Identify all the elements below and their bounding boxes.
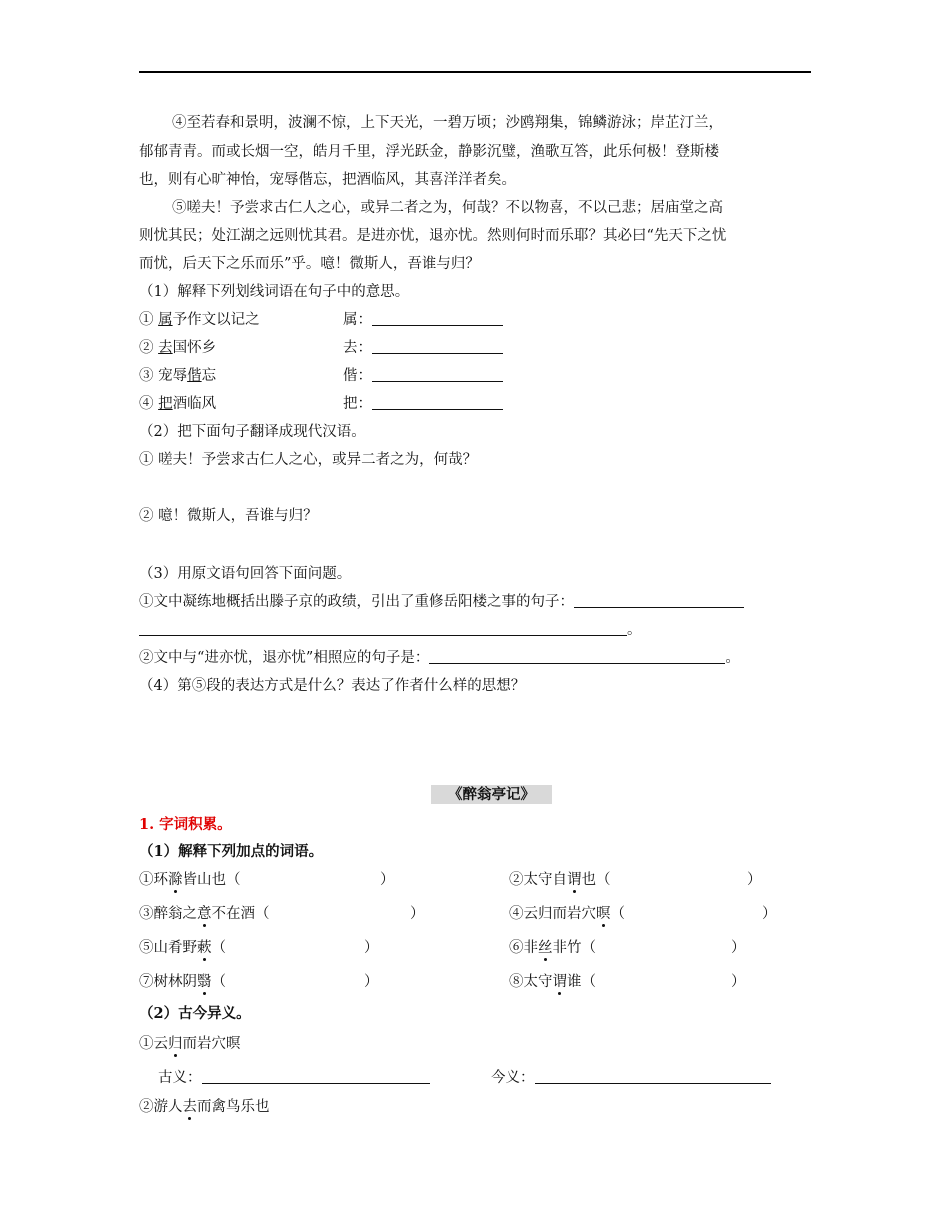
vocab-paren-close: ）: [410, 906, 425, 922]
vocab-item-7: ⑦树林阴翳（: [139, 974, 226, 990]
vocab-paren-close: ）: [364, 974, 379, 990]
q1-underlined-word: 去: [158, 340, 173, 356]
dotted-char: 去: [182, 1099, 197, 1115]
vocab-prompt: （1）解释下列加点的词语。: [139, 843, 324, 860]
answer-blank[interactable]: [535, 1069, 771, 1084]
q3-question-a: ①文中凝练地概括出滕子京的政绩，引出了重修岳阳楼之事的句子：: [139, 592, 744, 612]
vocab-paren-close: ）: [731, 940, 746, 956]
dotted-char: 蔌: [197, 940, 212, 956]
header-rule: [139, 71, 811, 73]
dotted-char: 暝: [596, 906, 611, 922]
q1-underlined-word: 属: [158, 312, 173, 328]
gujin-item-2: ②游人去而禽鸟乐也: [139, 1099, 270, 1115]
vocab-item-6: ⑥非丝非竹（: [509, 940, 596, 956]
vocab-item-5: ⑤山肴野蔌（: [139, 940, 226, 956]
passage-p4-line1: ④至若春和景明，波澜不惊，上下天光，一碧万顷；沙鸥翔集，锦鳞游泳；岸芷汀兰，: [172, 115, 723, 131]
dotted-char: 谓: [552, 974, 567, 990]
answer-blank[interactable]: [574, 593, 744, 608]
answer-blank[interactable]: [139, 621, 627, 636]
q2-sentence-2: ② 噫！微斯人，吾谁与归？: [139, 508, 318, 524]
vocab-item-2: ②太守自谓也（: [509, 872, 611, 888]
passage-p5-line3: 而忧，后天下之乐而乐”乎。噫！微斯人，吾谁与归？: [139, 256, 480, 272]
section-title: 《醉翁亭记》: [431, 785, 552, 804]
jin-yi-row: 今义：: [491, 1068, 771, 1088]
vocab-item-4: ④云归而岩穴暝（: [509, 906, 625, 922]
vocab-item-8: ⑧太守谓谁（: [509, 974, 596, 990]
answer-blank[interactable]: [372, 395, 503, 410]
q1-answer-4: 把：: [343, 394, 503, 414]
q1-item-2: ② 去国怀乡: [139, 340, 217, 356]
dotted-char: 归: [168, 1036, 183, 1052]
dotted-char: 意: [197, 906, 212, 922]
vocab-paren-close: ）: [731, 974, 746, 990]
q2-prompt: （2）把下面句子翻译成现代汉语。: [139, 424, 366, 440]
vocab-item-1: ①环滁皆山也（: [139, 872, 241, 888]
vocab-paren-close: ）: [762, 906, 777, 922]
q3-question-a-cont: 。: [139, 620, 642, 640]
q1-item-1: ① 属予作文以记之: [139, 312, 260, 328]
section-heading: 1. 字词积累。: [139, 816, 232, 833]
gujin-item-1: ①云归而岩穴暝: [139, 1036, 241, 1052]
dotted-char: 翳: [197, 974, 212, 990]
q1-underlined-word: 把: [158, 396, 173, 412]
answer-blank[interactable]: [429, 649, 725, 664]
passage-p5-line1: ⑤嗟夫！予尝求古仁人之心，或异二者之为，何哉？不以物喜，不以己悲；居庙堂之高: [172, 200, 723, 216]
q2-sentence-1: ① 嗟夫！予尝求古仁人之心，或异二者之为，何哉？: [139, 452, 478, 468]
dotted-char: 滁: [168, 872, 183, 888]
answer-blank[interactable]: [202, 1069, 430, 1084]
passage-p4-line3: 也，则有心旷神怡，宠辱偕忘，把酒临风，其喜洋洋者矣。: [139, 172, 516, 188]
dotted-char: 谓: [567, 872, 582, 888]
q3-prompt: （3）用原文语句回答下面问题。: [139, 566, 352, 582]
q1-underlined-word: 偕: [187, 368, 202, 384]
vocab-item-3: ③醉翁之意不在酒（: [139, 906, 270, 922]
vocab-paren-close: ）: [380, 872, 395, 888]
vocab-paren-close: ）: [364, 940, 379, 956]
vocab-paren-close: ）: [747, 872, 762, 888]
q1-answer-2: 去：: [343, 338, 503, 358]
q1-item-3: ③ 宠辱偕忘: [139, 368, 217, 384]
answer-blank[interactable]: [372, 339, 503, 354]
q1-prompt: （1）解释下列划线词语在句子中的意思。: [139, 284, 410, 300]
q1-answer-1: 属：: [343, 310, 503, 330]
q1-answer-3: 偕：: [343, 366, 503, 386]
passage-p4-line2: 郁郁青青。而或长烟一空，皓月千里，浮光跃金，静影沉璧，渔歌互答，此乐何极！登斯楼: [139, 144, 719, 160]
q1-item-4: ④ 把酒临风: [139, 396, 217, 412]
answer-blank[interactable]: [372, 311, 503, 326]
dotted-char: 丝: [538, 940, 553, 956]
q3-question-b: ②文中与“进亦忧，退亦忧”相照应的句子是： 。: [139, 650, 740, 666]
q4-prompt: （4）第⑤段的表达方式是什么？表达了作者什么样的思想？: [139, 678, 526, 694]
gujin-prompt: （2）古今异义。: [139, 1005, 251, 1022]
passage-p5-line2: 则忧其民；处江湖之远则忧其君。是进亦忧，退亦忧。然则何时而乐耶？其必曰“先天下之忧: [139, 228, 727, 244]
answer-blank[interactable]: [372, 367, 503, 382]
gu-yi-row: 古义：: [158, 1068, 430, 1088]
